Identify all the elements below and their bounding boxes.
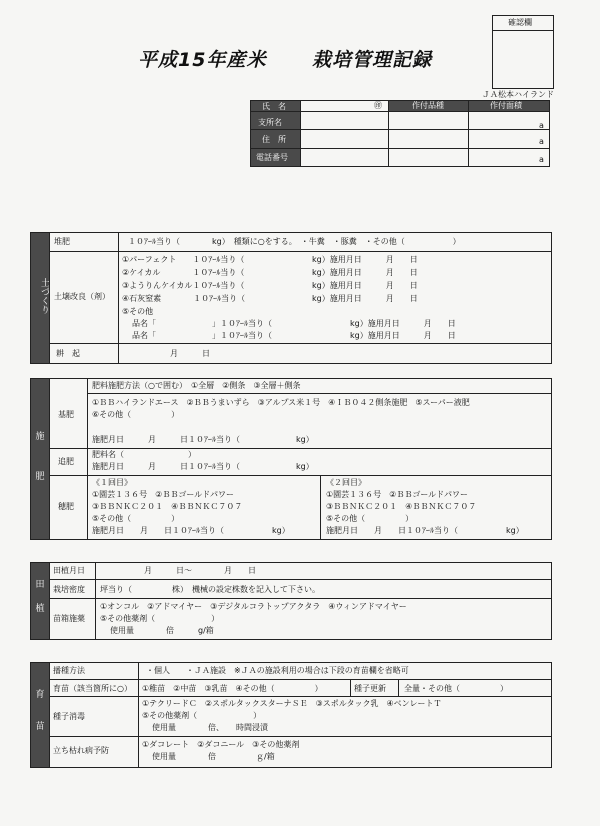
improve-other-label: ⑤その他 — [122, 307, 154, 316]
address-label: 住 所 — [262, 135, 286, 144]
improve-row-4[interactable]: ④石灰窒素 １０ｱｰﾙ当り（ — [122, 294, 246, 303]
density-text[interactable]: 坪当り（ 株） 機械の設定株数を記入して下さい。 — [100, 585, 320, 594]
seed-disinfect-products[interactable]: ①テクリードＣ ②スポルタックスターナＳＥ ③スポルタック乳 ④ベンレートＴ — [142, 699, 442, 708]
organization-name: ＪＡ松本ハイランド — [482, 90, 554, 99]
seedbox-chem-other[interactable]: ⑤その他薬剤（ ） — [100, 614, 220, 623]
product-row-1[interactable]: 品名「 」１０ｱｰﾙ当り（ — [132, 319, 272, 328]
planting-section — [30, 562, 552, 640]
soil-section-label: 土づくり — [39, 278, 49, 314]
fert-method-text[interactable]: 肥料施肥方法（○で囲む） ①全層 ②側条 ③全層＋側条 — [92, 381, 301, 390]
panicle-fert-label: 穂肥 — [58, 502, 74, 511]
soil-improve-label: 土壌改良（剤） — [54, 292, 110, 301]
improve-row-3-tail: kg）施用月日 月 日 — [312, 281, 418, 290]
field-section-char-2: 植 — [35, 604, 45, 614]
nursery-text[interactable]: ①稚苗 ②中苗 ③乳苗 ④その他（ ） — [142, 684, 323, 693]
branch-field[interactable] — [301, 112, 387, 129]
top-dress-name[interactable]: 肥料名（ ） — [92, 450, 196, 459]
improve-row-1-tail: kg）施用月日 月 日 — [312, 255, 418, 264]
round2-date[interactable]: 施肥月日 月 日１０ｱｰﾙ当り（ kg） — [326, 526, 524, 535]
damping-off-usage[interactable]: 使用量 倍 ｇ/箱 — [152, 752, 275, 761]
field-section-char-1: 田 — [35, 580, 45, 590]
damping-off-label: 立ち枯れ病予防 — [53, 746, 109, 755]
seedling-section-char-2: 苗 — [35, 722, 45, 732]
crop-area-label: 作付面積 — [490, 101, 522, 110]
density-label: 栽培密度 — [53, 585, 85, 594]
seedbox-chem-label: 苗箱施薬 — [53, 614, 85, 623]
seal-mark-icon: ㊞ — [374, 101, 382, 110]
seed-renewal-label: 種子更新 — [354, 684, 386, 693]
area-unit-1: a — [539, 121, 544, 130]
planting-date-label: 田植月日 — [53, 566, 85, 575]
seedbox-chem-usage[interactable]: 使用量 倍 g/箱 — [110, 626, 214, 635]
planting-date[interactable]: 月 日～ 月 日 — [144, 566, 256, 575]
plow-date[interactable]: 月 日 — [170, 349, 210, 358]
round2-products-a[interactable]: ①園芸１３６号 ②ＢＢゴールドパワー — [326, 490, 469, 499]
base-fert-label: 基肥 — [58, 410, 74, 419]
round1-products-a[interactable]: ①園芸１３６号 ②ＢＢゴールドパワー — [92, 490, 235, 499]
round2-title: 《２回目》 — [326, 478, 366, 487]
top-dress-label: 追肥 — [58, 457, 74, 466]
name-field[interactable] — [301, 101, 381, 111]
base-fert-products[interactable]: ①ＢＢハイランドエース ②ＢＢうまいずら ③アルプス米１号 ④ＩＢ０４２側条施肥 ⑤スーパー液肥 — [92, 398, 470, 407]
round1-title: 《１回目》 — [92, 478, 132, 487]
damping-off-products[interactable]: ①ダコレート ②ダコニール ③その他薬剤 — [142, 740, 300, 749]
seedbox-chem-products[interactable]: ①オンコル ②アドマイヤー ③デジタルコラトップアクタラ ④ウィンアドマイヤー — [100, 602, 407, 611]
base-fert-date[interactable]: 施肥月日 月 日１０ｱｰﾙ当り（ kg） — [92, 435, 314, 444]
round2-other[interactable]: ⑤その他（ ） — [326, 514, 414, 523]
address-field[interactable] — [301, 130, 387, 147]
top-dress-date[interactable]: 施肥月日 月 日１０ｱｰﾙ当り（ kg） — [92, 462, 314, 471]
round1-date[interactable]: 施肥月日 月 日１０ｱｰﾙ当り（ kg） — [92, 526, 290, 535]
area-unit-3: a — [539, 155, 544, 164]
page-title-right: 栽培管理記録 — [312, 49, 433, 71]
sowing-method-text[interactable]: ・個人 ・ＪＡ施設 ※ＪＡの施設利用の場合は下段の育苗欄を省略可 — [146, 666, 409, 675]
fert-section-char-2: 肥 — [35, 472, 45, 482]
product-row-2-tail: kg）施用月日 月 日 — [350, 331, 456, 340]
phone-field[interactable] — [301, 149, 387, 166]
round1-other[interactable]: ⑤その他（ ） — [92, 514, 180, 523]
phone-label: 電話番号 — [256, 153, 288, 162]
seed-disinfect-other[interactable]: ⑤その他薬剤（ ） — [142, 711, 262, 720]
product-row-2[interactable]: 品名「 」１０ｱｰﾙ当り（ — [132, 331, 272, 340]
seed-disinfect-label: 種子消毒 — [53, 712, 85, 721]
improve-row-3[interactable]: ③ようりんケイカル１０ｱｰﾙ当り（ — [122, 281, 245, 290]
seed-disinfect-usage[interactable]: 使用量 倍、 時間浸漬 — [152, 723, 268, 732]
sowing-method-label: 播種方法 — [53, 666, 85, 675]
fert-section-char-1: 施 — [35, 432, 45, 442]
improve-row-2[interactable]: ②ケイカル １０ｱｰﾙ当り（ — [122, 268, 245, 277]
plow-label: 耕 起 — [56, 349, 80, 358]
crop-variety-label: 作付品種 — [412, 101, 444, 110]
branch-label: 支所名 — [258, 118, 282, 127]
improve-row-2-tail: kg）施用月日 月 日 — [312, 268, 418, 277]
round2-products-b[interactable]: ③ＢＢＮＫＣ２０１ ④ＢＢＮＫＣ７０７ — [326, 502, 477, 511]
product-row-1-tail: kg）施用月日 月 日 — [350, 319, 456, 328]
seed-renewal-text[interactable]: 全量・その他（ ） — [404, 684, 508, 693]
stamp-label: 確認欄 — [508, 18, 532, 27]
improve-row-1[interactable]: ①パーフェクト １０ｱｰﾙ当り（ — [122, 255, 245, 264]
page-title-left: 平成15年産米 — [138, 49, 267, 71]
improve-row-4-tail: kg）施用月日 月 日 — [312, 294, 418, 303]
seedling-section-char-1: 育 — [35, 690, 45, 700]
compost-text[interactable]: １０ｱｰﾙ当り（ kg） 種類に○をする。 ・牛糞 ・豚糞 ・その他（ ） — [128, 237, 461, 246]
area-unit-2: a — [539, 137, 544, 146]
base-fert-other[interactable]: ⑥その他（ ） — [92, 410, 180, 419]
nursery-label: 育苗（該当箇所に○） — [53, 684, 132, 693]
compost-label: 堆肥 — [54, 237, 70, 246]
round1-products-b[interactable]: ③ＢＢＮＫＣ２０１ ④ＢＢＮＫＣ７０７ — [92, 502, 243, 511]
name-label: 氏 名 — [262, 102, 286, 111]
